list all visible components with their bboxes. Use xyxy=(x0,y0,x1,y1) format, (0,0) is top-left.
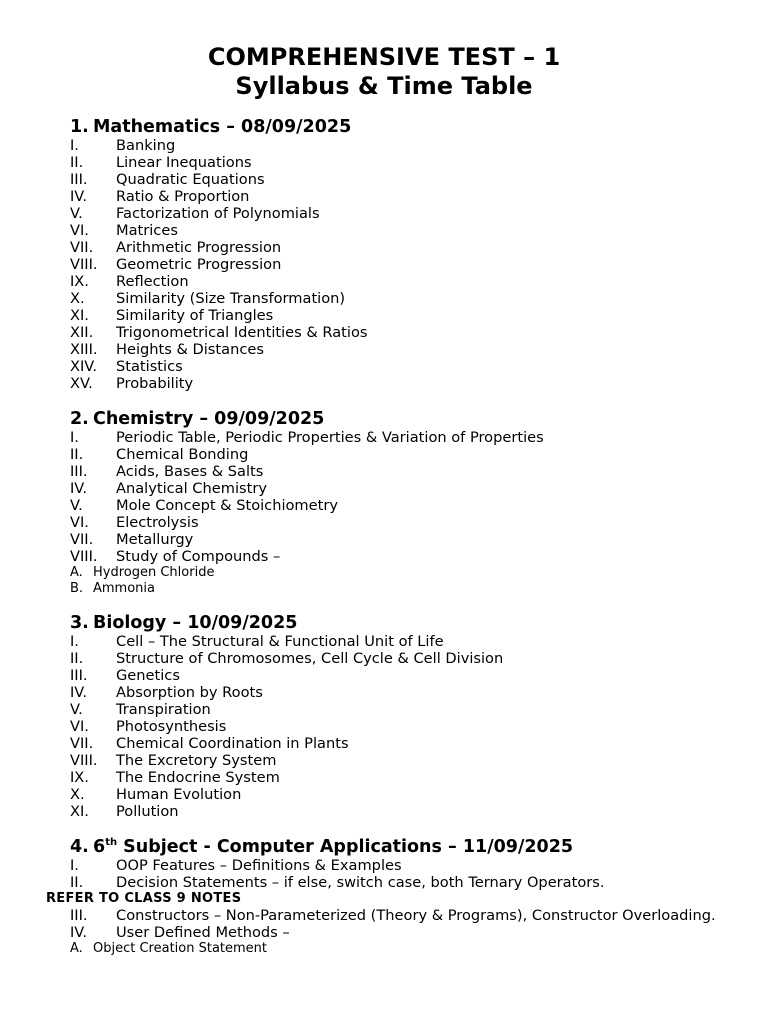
section-number: 1. xyxy=(70,117,89,137)
item-number: VII. xyxy=(70,239,94,256)
item-number: VII. xyxy=(70,735,94,752)
item-text: Factorization of Polynomials xyxy=(116,205,320,222)
sub-item xyxy=(70,941,750,957)
item-text: Reflection xyxy=(116,273,189,290)
list-item xyxy=(70,273,750,290)
item-number: I. xyxy=(70,137,79,154)
topic-list xyxy=(70,907,750,941)
sub-item-label: A. xyxy=(70,565,83,580)
section-heading xyxy=(70,409,750,429)
section-title: Biology – 10/09/2025 xyxy=(93,613,298,633)
list-item xyxy=(70,803,750,820)
list-item xyxy=(70,341,750,358)
item-text: Heights & Distances xyxy=(116,341,264,358)
item-number: V. xyxy=(70,205,83,222)
section-title xyxy=(93,837,573,857)
item-text: Metallurgy xyxy=(116,531,194,548)
item-text: Arithmetic Progression xyxy=(116,239,282,256)
item-text: Matrices xyxy=(116,222,178,239)
item-text: Statistics xyxy=(116,358,183,375)
list-item xyxy=(70,307,750,324)
list-item xyxy=(70,786,750,803)
list-item xyxy=(70,256,750,273)
item-number: VIII. xyxy=(70,256,98,273)
section-number: 4. xyxy=(70,837,89,857)
item-number: III. xyxy=(70,667,88,684)
sub-item xyxy=(70,565,750,581)
item-number: III. xyxy=(70,907,88,924)
item-text: Electrolysis xyxy=(116,514,199,531)
section-heading xyxy=(70,117,750,137)
item-number: X. xyxy=(70,290,85,307)
topic-list xyxy=(70,633,750,820)
section-chemistry xyxy=(70,409,750,596)
list-item xyxy=(70,497,750,514)
section-mathematics xyxy=(70,117,750,392)
list-item xyxy=(70,907,750,924)
item-text: The Endocrine System xyxy=(116,769,280,786)
item-number: VII. xyxy=(70,531,94,548)
list-item xyxy=(70,446,750,463)
item-number: IV. xyxy=(70,188,88,205)
section-title: Chemistry – 09/09/2025 xyxy=(93,409,325,429)
list-item xyxy=(70,650,750,667)
item-number: XI. xyxy=(70,803,89,820)
item-number: II. xyxy=(70,154,84,171)
refer-notes-label: REFER TO CLASS 9 NOTES xyxy=(46,891,242,906)
section-heading xyxy=(70,613,750,633)
sub-item-label: B. xyxy=(70,580,84,596)
list-item xyxy=(70,684,750,701)
sub-item xyxy=(70,581,750,597)
list-item xyxy=(70,324,750,341)
item-text: Analytical Chemistry xyxy=(116,480,267,497)
item-text: Quadratic Equations xyxy=(116,171,265,188)
item-number: IX. xyxy=(70,273,89,290)
section-number: 3. xyxy=(70,613,89,633)
list-item xyxy=(70,463,750,480)
list-item xyxy=(70,548,750,565)
section-title: Mathematics – 08/09/2025 xyxy=(93,117,352,137)
item-number: I. xyxy=(70,429,79,446)
item-text: Pollution xyxy=(116,803,179,820)
list-item xyxy=(70,857,750,874)
list-item xyxy=(70,701,750,718)
item-number: XIV. xyxy=(70,358,98,375)
list-item xyxy=(70,429,750,446)
item-text: User Defined Methods – xyxy=(116,924,290,941)
item-text: Chemical Bonding xyxy=(116,446,249,463)
list-item xyxy=(70,514,750,531)
list-item xyxy=(70,531,750,548)
section-title-superscript: th xyxy=(105,837,118,849)
list-item xyxy=(70,154,750,171)
list-item xyxy=(70,924,750,941)
item-number: IV. xyxy=(70,684,88,701)
list-item xyxy=(70,480,750,497)
item-text: Structure of Chromosomes, Cell Cycle & Cell Division xyxy=(116,650,504,667)
item-number: I. xyxy=(70,633,79,650)
page-title: COMPREHENSIVE TEST – 1 xyxy=(207,43,561,71)
item-number: V. xyxy=(70,701,83,718)
list-item xyxy=(70,290,750,307)
item-text: Mole Concept & Stoichiometry xyxy=(116,497,338,514)
section-biology xyxy=(70,613,750,820)
section-title-rest: Subject - Computer Applications – 11/09/2025 xyxy=(117,837,574,857)
item-text: Banking xyxy=(116,137,176,154)
item-number: III. xyxy=(70,463,88,480)
section-number: 2. xyxy=(70,409,89,429)
item-number: IV. xyxy=(70,480,88,497)
sub-item-label: A. xyxy=(70,941,83,956)
list-item xyxy=(70,718,750,735)
item-number: IX. xyxy=(70,769,89,786)
section-title-ordinal: 6 xyxy=(93,837,106,857)
item-number: II. xyxy=(70,446,84,463)
item-text: Human Evolution xyxy=(116,786,242,803)
section-computer-applications-continued xyxy=(70,907,750,957)
item-text: Genetics xyxy=(116,667,180,684)
item-text: Cell – The Structural & Functional Unit of Life xyxy=(116,633,444,650)
item-text: Constructors – Non-Parameterized (Theory & Programs), Constructor Overloading. xyxy=(116,907,716,924)
item-text: Absorption by Roots xyxy=(116,684,263,701)
item-number: I. xyxy=(70,857,79,874)
item-text: Similarity (Size Transformation) xyxy=(116,290,346,307)
list-item xyxy=(70,769,750,786)
item-number: VI. xyxy=(70,222,89,239)
item-text: OOP Features – Definitions & Examples xyxy=(116,857,402,874)
list-item xyxy=(70,239,750,256)
item-text: Photosynthesis xyxy=(116,718,227,735)
list-item xyxy=(70,358,750,375)
item-number: II. xyxy=(70,874,84,891)
item-text: Transpiration xyxy=(116,701,211,718)
item-text: Study of Compounds – xyxy=(116,548,281,565)
sub-item-text: Hydrogen Chloride xyxy=(93,565,215,580)
topic-list xyxy=(70,857,750,891)
item-text: Chemical Coordination in Plants xyxy=(116,735,349,752)
list-item xyxy=(70,752,750,769)
list-item xyxy=(70,633,750,650)
item-text: Acids, Bases & Salts xyxy=(116,463,264,480)
item-text: Geometric Progression xyxy=(116,256,282,273)
item-text: Decision Statements – if else, switch case, both Ternary Operators. xyxy=(116,874,605,891)
sub-item-text: Object Creation Statement xyxy=(93,941,268,956)
list-item xyxy=(70,171,750,188)
item-number: VI. xyxy=(70,514,89,531)
list-item xyxy=(70,137,750,154)
list-item xyxy=(70,205,750,222)
item-text: Periodic Table, Periodic Properties & Variation of Properties xyxy=(116,429,544,446)
item-number: VI. xyxy=(70,718,89,735)
list-item xyxy=(70,188,750,205)
item-text: Linear Inequations xyxy=(116,154,252,171)
list-item xyxy=(70,735,750,752)
item-number: V. xyxy=(70,497,83,514)
section-heading xyxy=(70,837,750,857)
item-number: VIII. xyxy=(70,752,98,769)
item-text: Probability xyxy=(116,375,194,392)
item-text: Trigonometrical Identities & Ratios xyxy=(116,324,368,341)
section-computer-applications xyxy=(70,837,750,891)
list-item xyxy=(70,222,750,239)
topic-list xyxy=(70,137,750,392)
item-number: X. xyxy=(70,786,85,803)
item-number: VIII. xyxy=(70,548,98,565)
item-number: XIII. xyxy=(70,341,98,358)
item-number: XV. xyxy=(70,375,93,392)
item-text: Similarity of Triangles xyxy=(116,307,274,324)
item-number: II. xyxy=(70,650,84,667)
list-item xyxy=(70,375,750,392)
item-number: XII. xyxy=(70,324,94,341)
item-number: XI. xyxy=(70,307,89,324)
item-text: The Excretory System xyxy=(116,752,277,769)
sub-item-text: Ammonia xyxy=(93,580,155,596)
item-text: Ratio & Proportion xyxy=(116,188,250,205)
list-item xyxy=(70,874,750,891)
list-item xyxy=(70,667,750,684)
page-subtitle: Syllabus & Time Table xyxy=(235,72,533,100)
item-number: III. xyxy=(70,171,88,188)
topic-list xyxy=(70,429,750,565)
item-number: IV. xyxy=(70,924,88,941)
